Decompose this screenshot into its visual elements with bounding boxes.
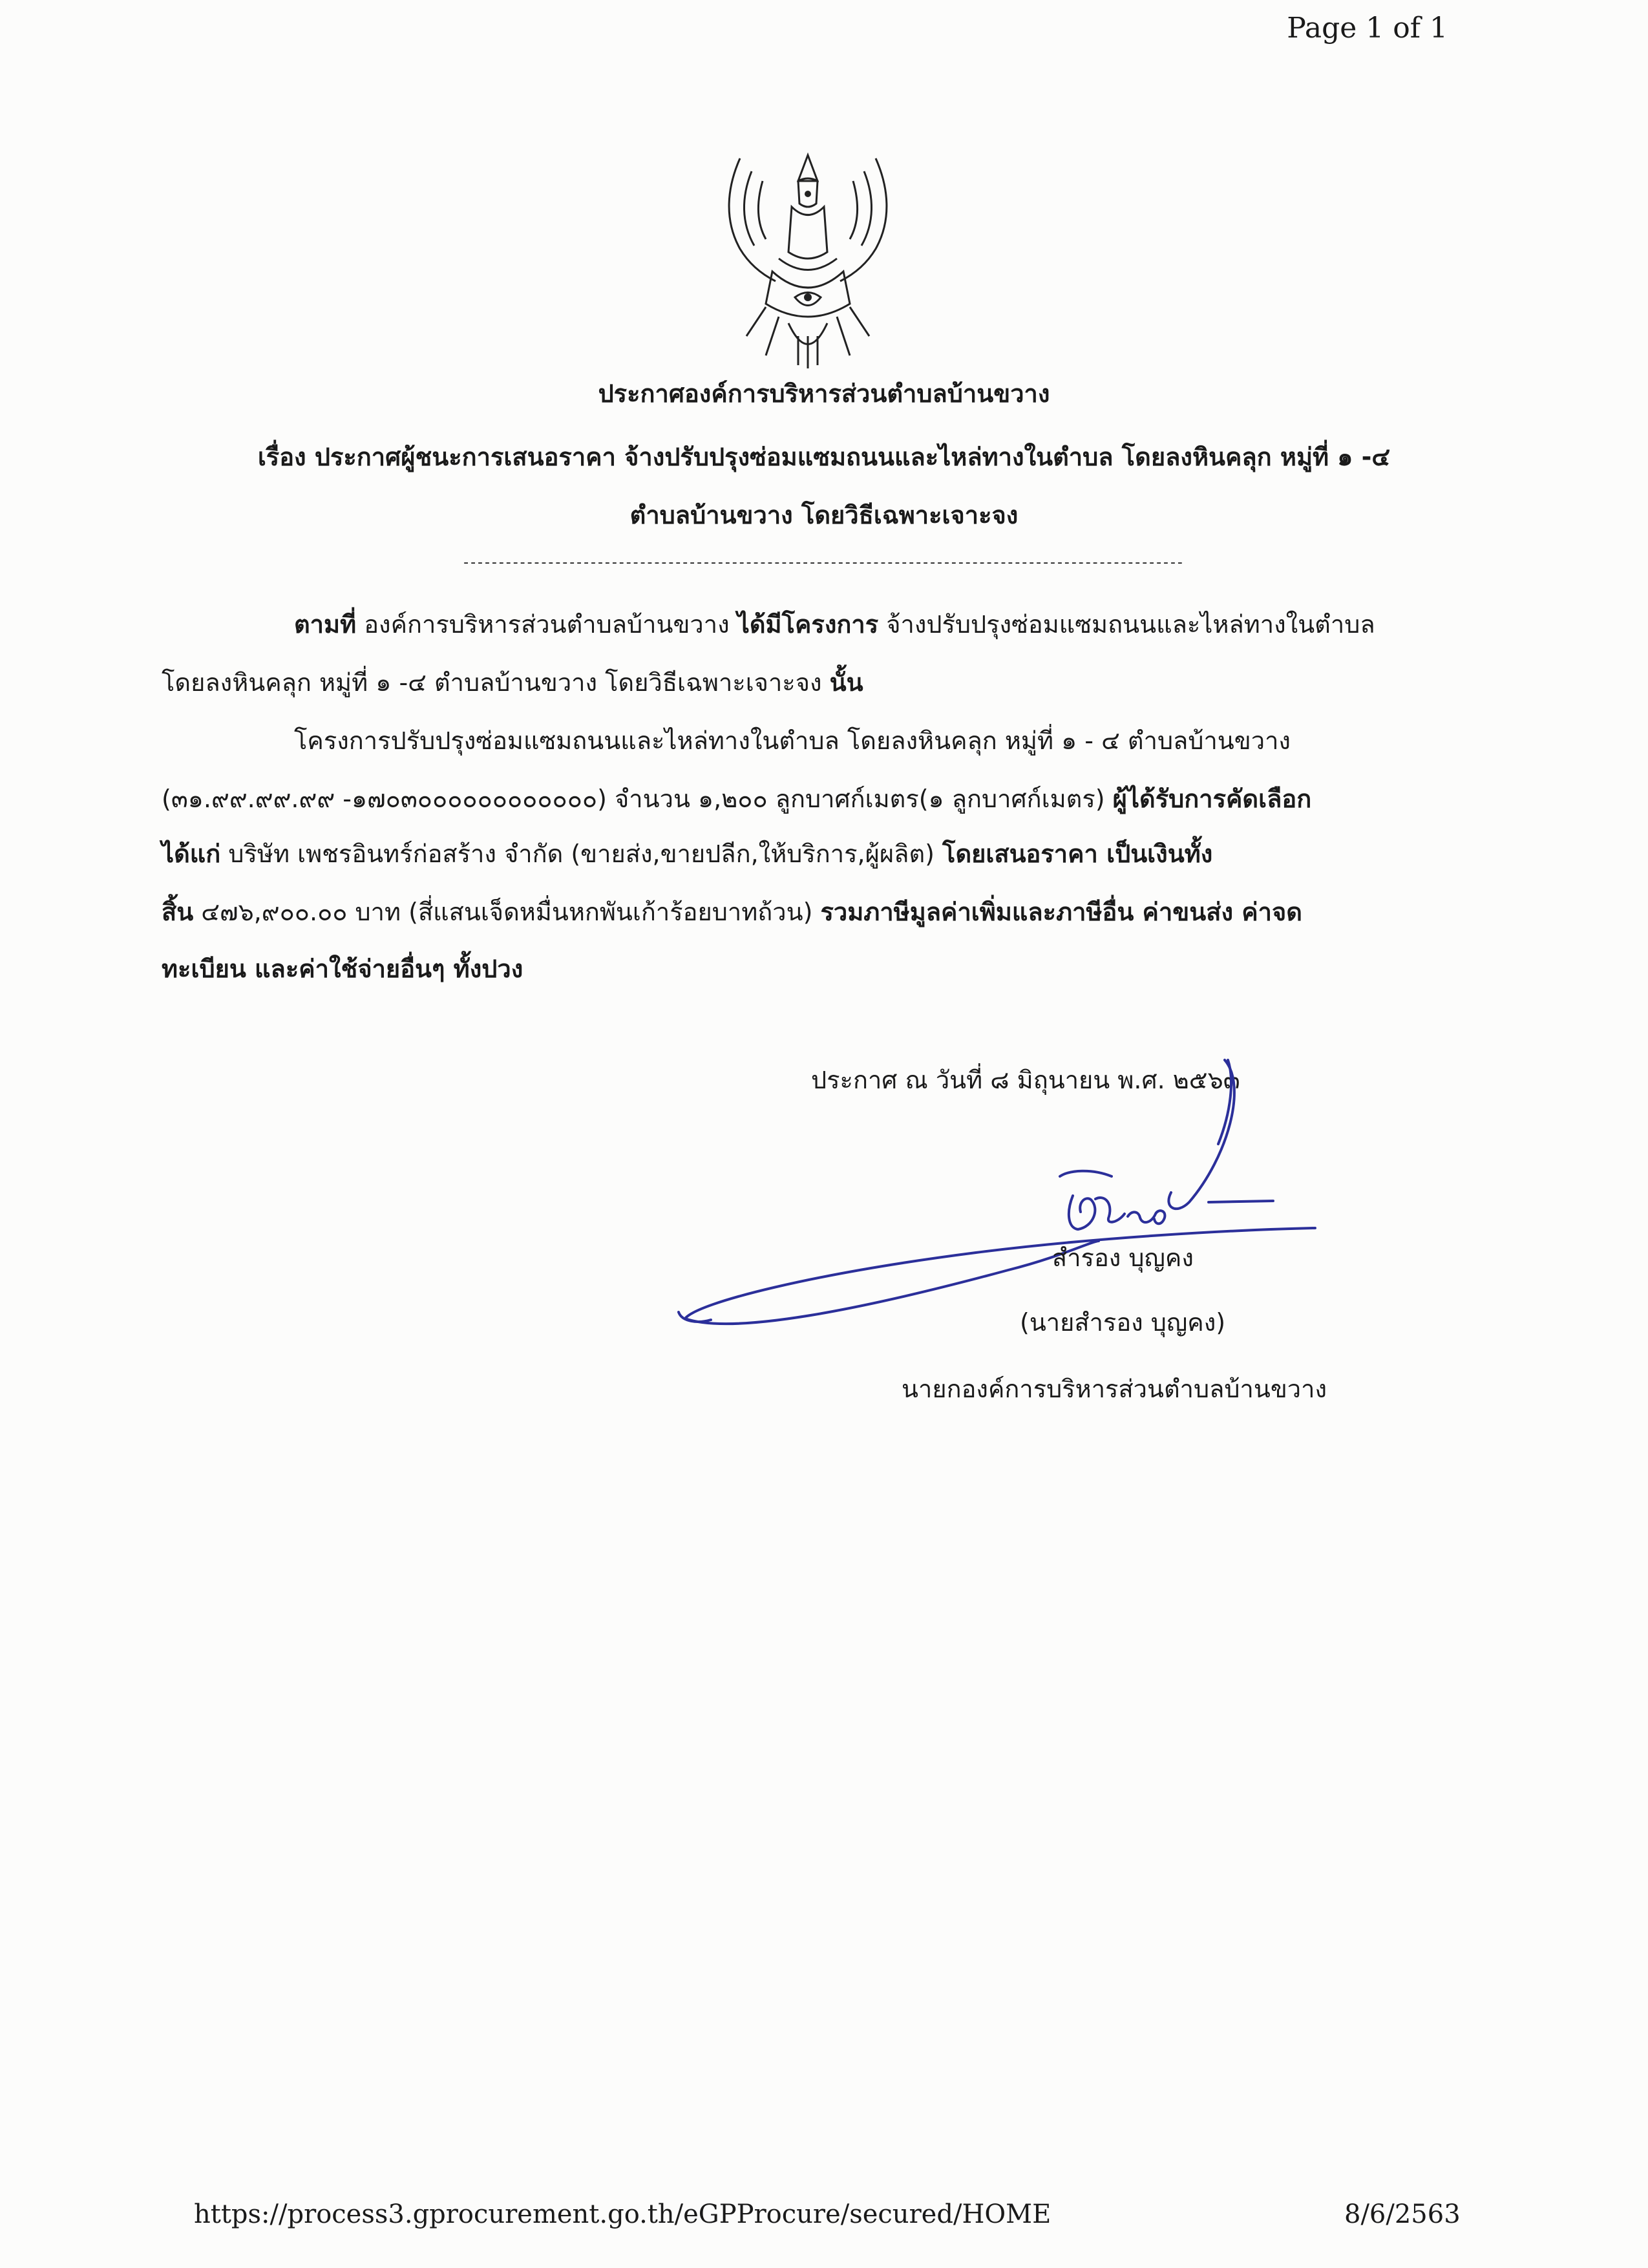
body-paragraph-2-line-1: โครงการปรับปรุงซ่อมแซมถนนและไหล่ทางในตำบล โดยลงหินคลุก หมู่ที่ ๑ - ๔ ตำบลบ้านขวาง xyxy=(294,726,1291,755)
body-paragraph-1-line-2 xyxy=(162,662,863,702)
body-paragraph-1-line-1 xyxy=(294,604,1375,644)
body-end: นั้น xyxy=(829,668,863,697)
body-org: องค์การบริหารส่วนตำบลบ้านขวาง xyxy=(356,610,737,639)
body-bold-text: รวมภาษีมูลค่าเพิ่มและภาษีอื่น ค่าขนส่ง ค่าจด xyxy=(820,898,1302,926)
body-bold-text: สิ้น xyxy=(162,898,194,926)
footer-url: https://process3.gprocurement.go.th/eGPProcure/secured/HOME xyxy=(194,2199,1051,2229)
body-project: จ้างปรับปรุงซ่อมแซมถนนและไหล่ทางในตำบล xyxy=(878,610,1375,639)
page-number: Page 1 of 1 xyxy=(1287,12,1448,45)
signatory-name-parenthesized: (นายสำรอง บุญคง) xyxy=(1020,1308,1226,1337)
body-bold-text: ได้แก่ xyxy=(162,840,221,868)
body-text: ๔๗๖,๙๐๐.๐๐ บาท (สี่แสนเจ็ดหมื่นหกพันเก้าร้อยบาทถ้วน) xyxy=(193,898,821,926)
announcement-subject-continued: ตำบลบ้านขวาง โดยวิธีเฉพาะเจาะจง xyxy=(629,501,1019,529)
body-paragraph-2-line-5: ทะเบียน และค่าใช้จ่ายอื่นๆ ทั้งปวง xyxy=(162,955,523,983)
body-project-lead: ได้มีโครงการ xyxy=(737,610,879,639)
body-bold-text: โดยเสนอราคา เป็นเงินทั้ง xyxy=(942,840,1213,868)
garuda-emblem-icon xyxy=(701,142,914,375)
footer-date: 8/6/2563 xyxy=(1344,2199,1461,2229)
signatory-name: สำรอง บุญคง xyxy=(1052,1244,1194,1272)
announcement-subject: เรื่อง ประกาศผู้ชนะการเสนอราคา จ้างปรับปรุงซ่อมแซมถนนและไหล่ทางในตำบล โดยลงหินคลุก หมู่ที่ ๑ -๔ xyxy=(257,443,1391,471)
body-paragraph-2-line-2 xyxy=(162,779,1311,818)
handwritten-signature-icon xyxy=(672,1047,1331,1351)
body-lead: ตามที่ xyxy=(294,610,357,639)
body-paragraph-2-line-4 xyxy=(162,892,1302,931)
signatory-position: นายกองค์การบริหารส่วนตำบลบ้านขวาง xyxy=(902,1375,1327,1403)
body-text: โดยลงหินคลุก หมู่ที่ ๑ -๔ ตำบลบ้านขวาง โดยวิธีเฉพาะเจาะจง xyxy=(162,668,830,697)
body-bold-text: ผู้ได้รับการคัดเลือก xyxy=(1112,785,1312,813)
announcement-date: ประกาศ ณ วันที่ ๘ มิถุนายน พ.ศ. ๒๕๖๓ xyxy=(811,1066,1240,1094)
announcement-title: ประกาศองค์การบริหารส่วนตำบลบ้านขวาง xyxy=(598,379,1050,408)
body-paragraph-2-line-3 xyxy=(162,834,1212,873)
body-text: (๓๑.๙๙.๙๙.๙๙ -๑๗๐๓๐๐๐๐๐๐๐๐๐๐๐๐) จำนวน ๑,๒๐๐ ลูกบาศก์เมตร(๑ ลูกบาศก์เมตร) xyxy=(162,785,1113,813)
divider: ------------------------------------------------------------------------------------------------------ xyxy=(463,555,1185,571)
body-text: บริษัท เพชรอินทร์ก่อสร้าง จำกัด (ขายส่ง,ขายปลีก,ให้บริการ,ผู้ผลิต) xyxy=(220,840,943,868)
